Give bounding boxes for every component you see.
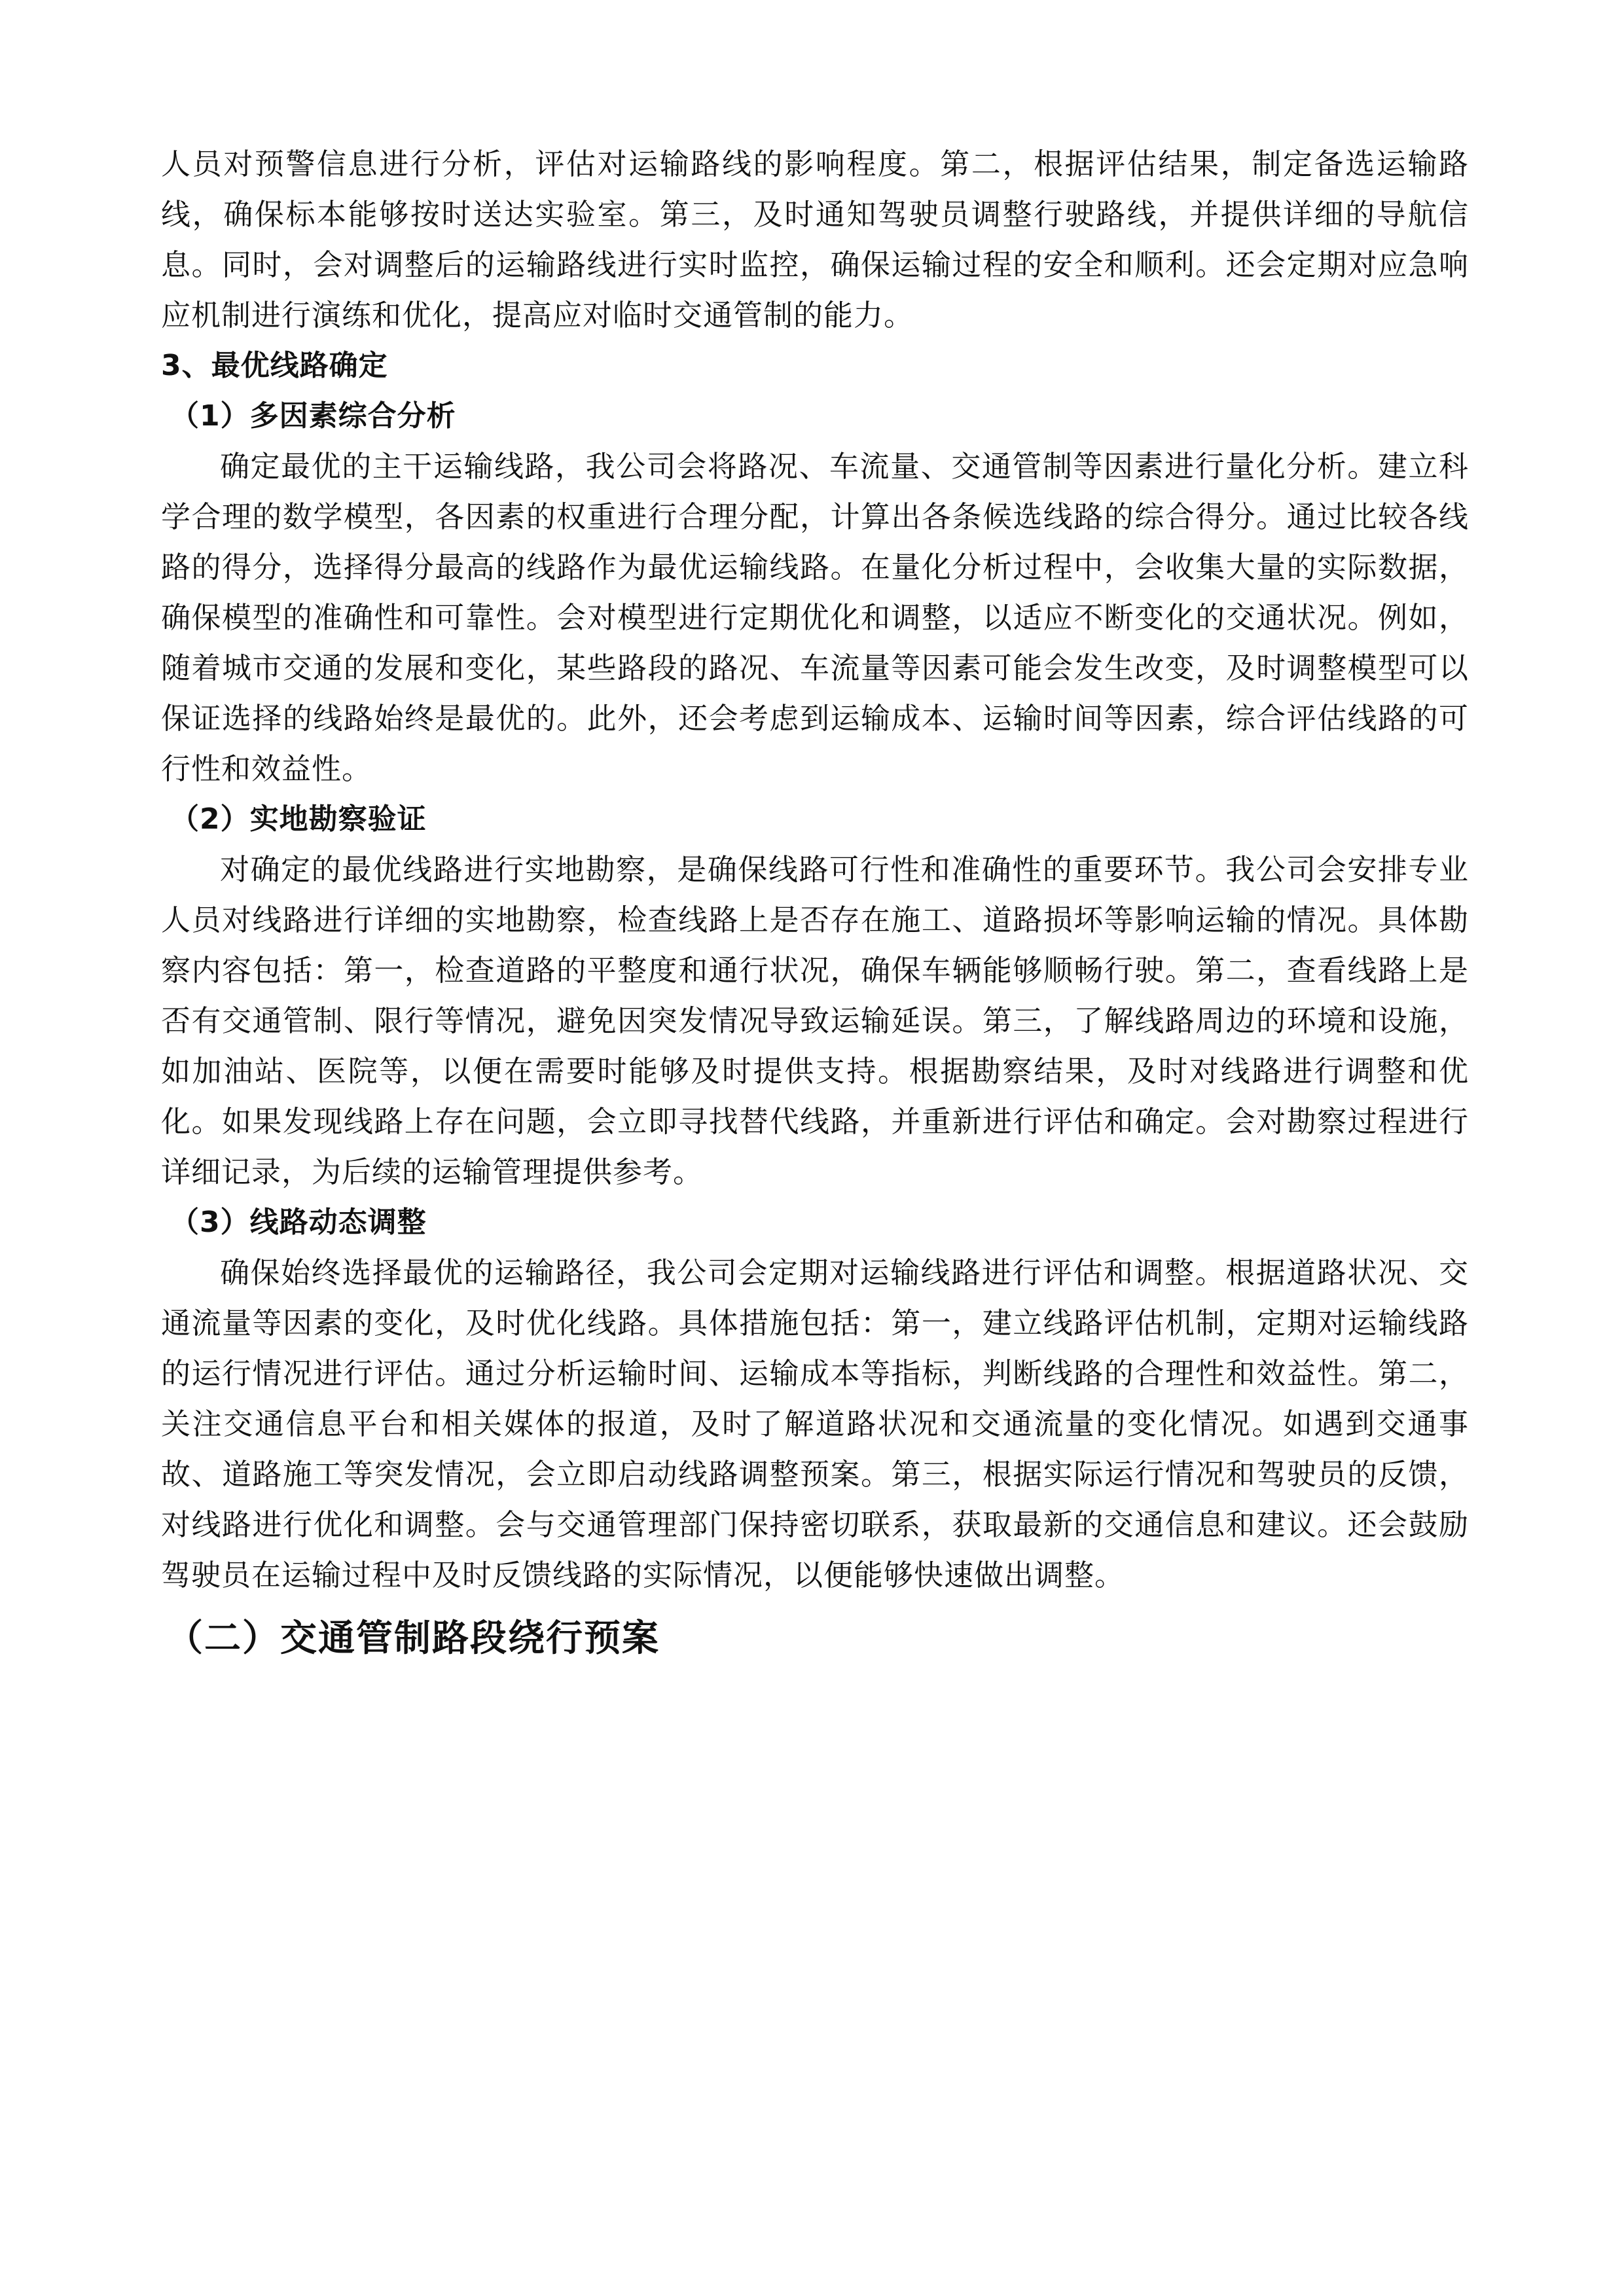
subsection-heading-multi-factor-analysis: （1）多因素综合分析 (170, 399, 456, 433)
document-content (161, 139, 1469, 1668)
subsection-heading-dynamic-adjustment: （3）线路动态调整 (170, 1206, 427, 1239)
section-heading-detour-plan: （二）交通管制路段绕行预案 (166, 1617, 660, 1660)
paragraph-field-survey: 对确定的最优线路进行实地勘察，是确保线路可行性和准确性的重要环节。我公司会安排专业人员对线路进行详细的实地勘察，检查线路上是否存在施工、道路损坏等影响运输的情况。具体勘察内容包括：第一，检查道路的平整度和通行状况，确保车辆能够顺畅行驶。第二，查看线路上是否有交通管制、限行等情况，避免因突发情况导致运输延误。第三，了解线路周边的环境和设施，如加油站、医院等，以便在需要时能够及时提供支持。根据勘察结果，及时对线路进行调整和优化。如果发现线路上存在问题，会立即寻找替代线路，并重新进行评估和确定。会对勘察过程进行详细记录，为后续的运输管理提供参考。 (161, 852, 1469, 1189)
continuation-paragraph: 人员对预警信息进行分析，评估对运输路线的影响程度。第二，根据评估结果，制定备选运输路线，确保标本能够按时送达实验室。第三，及时通知驾驶员调整行驶路线，并提供详细的导航信息。同时，会对调整后的运输路线进行实时监控，确保运输过程的安全和顺利。还会定期对应急响应机制进行演练和优化，提高应对临时交通管制的能力。 (161, 147, 1469, 332)
paragraph-multi-factor-analysis: 确定最优的主干运输线路，我公司会将路况、车流量、交通管制等因素进行量化分析。建立科学合理的数学模型，各因素的权重进行合理分配，计算出各条候选线路的综合得分。通过比较各线路的得分，选择得分最高的线路作为最优运输线路。在量化分析过程中，会收集大量的实际数据，确保模型的准确性和可靠性。会对模型进行定期优化和调整，以适应不断变化的交通状况。例如，随着城市交通的发展和变化，某些路段的路况、车流量等因素可能会发生改变，及时调整模型可以保证选择的线路始终是最优的。此外，还会考虑到运输成本、运输时间等因素，综合评估线路的可行性和效益性。 (161, 449, 1469, 786)
section-heading-optimal-route: 3、最优线路确定 (161, 349, 388, 382)
paragraph-dynamic-adjustment: 确保始终选择最优的运输路径，我公司会定期对运输线路进行评估和调整。根据道路状况、交通流量等因素的变化，及时优化线路。具体措施包括：第一，建立线路评估机制，定期对运输线路的运行情况进行评估。通过分析运输时间、运输成本等指标，判断线路的合理性和效益性。第二，关注交通信息平台和相关媒体的报道，及时了解道路状况和交通流量的变化情况。如遇到交通事故、道路施工等突发情况，会立即启动线路调整预案。第三，根据实际运行情况和驾驶员的反馈，对线路进行优化和调整。会与交通管理部门保持密切联系，获取最新的交通信息和建议。还会鼓励驾驶员在运输过程中及时反馈线路的实际情况，以便能够快速做出调整。 (161, 1255, 1469, 1592)
subsection-heading-field-survey: （2）实地勘察验证 (170, 802, 427, 836)
